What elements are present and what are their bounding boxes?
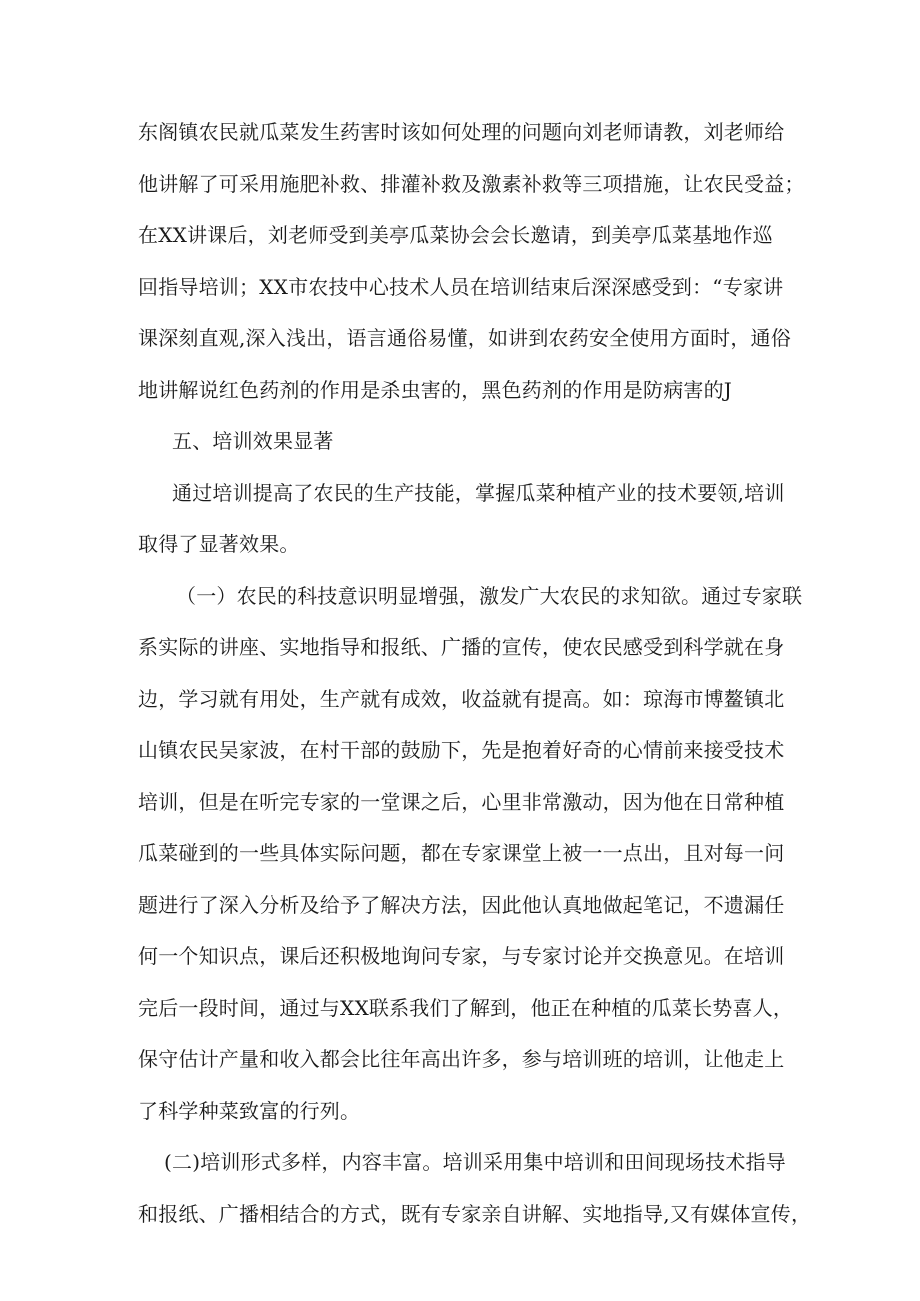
text-line: 他讲解了可采用施肥补救、排灌补救及激素补救等三项措施，让农民受益； [138, 172, 805, 196]
paragraph-line: 边，学习就有用处，生产就有成效，收益就有提高。如：琼海市博鳌镇北 [138, 687, 785, 711]
paragraph-line: 和报纸、广播相结合的方式，既有专家亲自讲解、实地指导,又有媒体宣传， [138, 1202, 812, 1226]
text-line: 东阁镇农民就瓜菜发生药害时该如何处理的问题向刘老师请教，刘老师给 [138, 120, 785, 144]
text-line: 地讲解说红色药剂的作用是杀虫害的，黑色药剂的作用是防病害的J [138, 378, 733, 402]
text-line: 课深刻直观,深入浅出，语言通俗易懂，如讲到农药安全使用方面时，通俗 [138, 326, 791, 350]
paragraph-line: 山镇农民吴家波，在村干部的鼓励下，先是抱着好奇的心情前来接受技术 [138, 738, 785, 762]
subsection-line: （一）农民的科技意识明显增强，激发广大农民的求知欲。通过专家联 [176, 584, 803, 608]
paragraph-line: 系实际的讲座、实地指导和报纸、广播的宣传，使农民感受到科学就在身 [138, 635, 785, 659]
section-heading: 五、培训效果显著 [172, 429, 334, 453]
text-line: 在XX讲课后，刘老师受到美亭瓜菜协会会长邀请，到美亭瓜菜基地作巡 [138, 223, 773, 247]
paragraph-line: 瓜菜碰到的一些具体实际问题，都在专家课堂上被一一点出，且对每一问 [138, 841, 785, 865]
text-line: 回指导培训；XX市农技中心技术人员在培训结束后深深感受到：“专家讲 [138, 275, 784, 299]
paragraph-line: 通过培训提高了农民的生产技能，掌握瓜菜种植产业的技术要领,培训 [172, 481, 785, 505]
paragraph-line: 题进行了深入分析及给予了解决方法，因此他认真地做起笔记，不遗漏任 [138, 893, 785, 917]
paragraph-line: 保守估计产量和收入都会比往年高出许多，参与培训班的培训，让他走上 [138, 1047, 785, 1071]
subsection-line: (二)培训形式多样，内容丰富。培训采用集中培训和田间现场技术指导 [164, 1150, 787, 1174]
paragraph-line: 取得了显著效果。 [138, 532, 300, 556]
paragraph-line: 培训，但是在听完专家的一堂课之后，心里非常激动，因为他在日常种植 [138, 790, 785, 814]
paragraph-line: 了科学种菜致富的行列。 [138, 1099, 361, 1123]
paragraph-line: 完后一段时间，通过与XX联系我们了解到，他正在种植的瓜菜长势喜人， [138, 996, 794, 1020]
paragraph-line: 何一个知识点，课后还积极地询问专家，与专家讨论并交换意见。在培训 [138, 944, 785, 968]
